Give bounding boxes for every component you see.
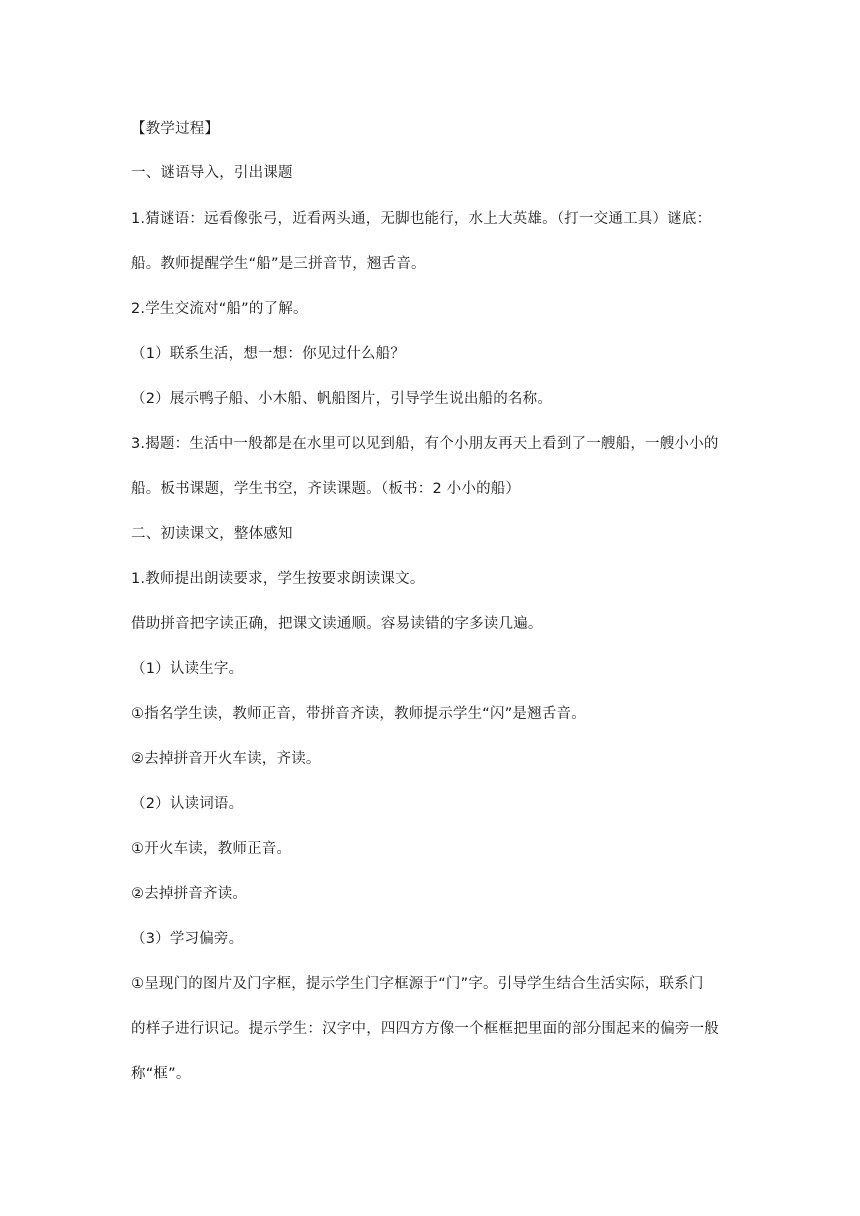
section-2-title: 二、初读课文，整体感知	[131, 526, 293, 542]
paragraph-reveal-line-1: 3.揭题：生活中一般都是在水里可以见到船，有个小朋友再天上看到了一艘船，一艘小小的	[131, 436, 719, 452]
paragraph-words-title: （2）认读词语。	[131, 796, 244, 812]
paragraph-radicals-title: （3）学习偏旁。	[131, 931, 244, 947]
paragraph-reading-requirement: 借助拼音把字读正确，把课文读通顺。容易读错的字多读几遍。	[131, 616, 543, 632]
paragraph-reading-requirement-intro: 1.教师提出朗读要求，学生按要求朗读课文。	[131, 571, 425, 587]
paragraph-characters-step-2: ②去掉拼音开火车读，齐读。	[131, 751, 321, 767]
paragraph-radicals-step-1-line-3: 称“框”。	[131, 1066, 191, 1082]
paragraph-words-step-2: ②去掉拼音齐读。	[131, 886, 248, 902]
paragraph-exchange-sub-1: （1）联系生活，想一想：你见过什么船？	[131, 346, 406, 362]
paragraph-words-step-1: ①开火车读，教师正音。	[131, 841, 292, 857]
section-heading-teaching-process: 【教学过程】	[131, 121, 220, 137]
paragraph-reveal-line-2: 船。板书课题，学生书空，齐读课题。（板书：2 小小的船）	[131, 481, 521, 497]
paragraph-radicals-step-1-line-1: ①呈现门的图片及门字框，提示学生门字框源于“门”字。引导学生结合生活实际，联系门	[131, 976, 704, 992]
paragraph-characters-title: （1）认读生字。	[131, 661, 244, 677]
paragraph-exchange: 2.学生交流对“船”的了解。	[131, 301, 308, 317]
paragraph-exchange-sub-2: （2）展示鸭子船、小木船、帆船图片，引导学生说出船的名称。	[131, 391, 553, 407]
paragraph-radicals-step-1-line-2: 的样子进行识记。提示学生：汉字中，四四方方像一个框框把里面的部分围起来的偏旁一般	[131, 1021, 719, 1037]
section-1-title: 一、谜语导入，引出课题	[131, 165, 293, 181]
paragraph-riddle-line-1: 1.猜谜语：远看像张弓，近看两头通，无脚也能行，水上大英雄。（打一交通工具）谜底：	[131, 211, 712, 227]
paragraph-characters-step-1: ①指名学生读，教师正音，带拼音齐读，教师提示学生“闪”是翘舌音。	[131, 706, 586, 722]
paragraph-riddle-line-2: 船。教师提醒学生“船”是三拼音节，翘舌音。	[131, 256, 426, 272]
